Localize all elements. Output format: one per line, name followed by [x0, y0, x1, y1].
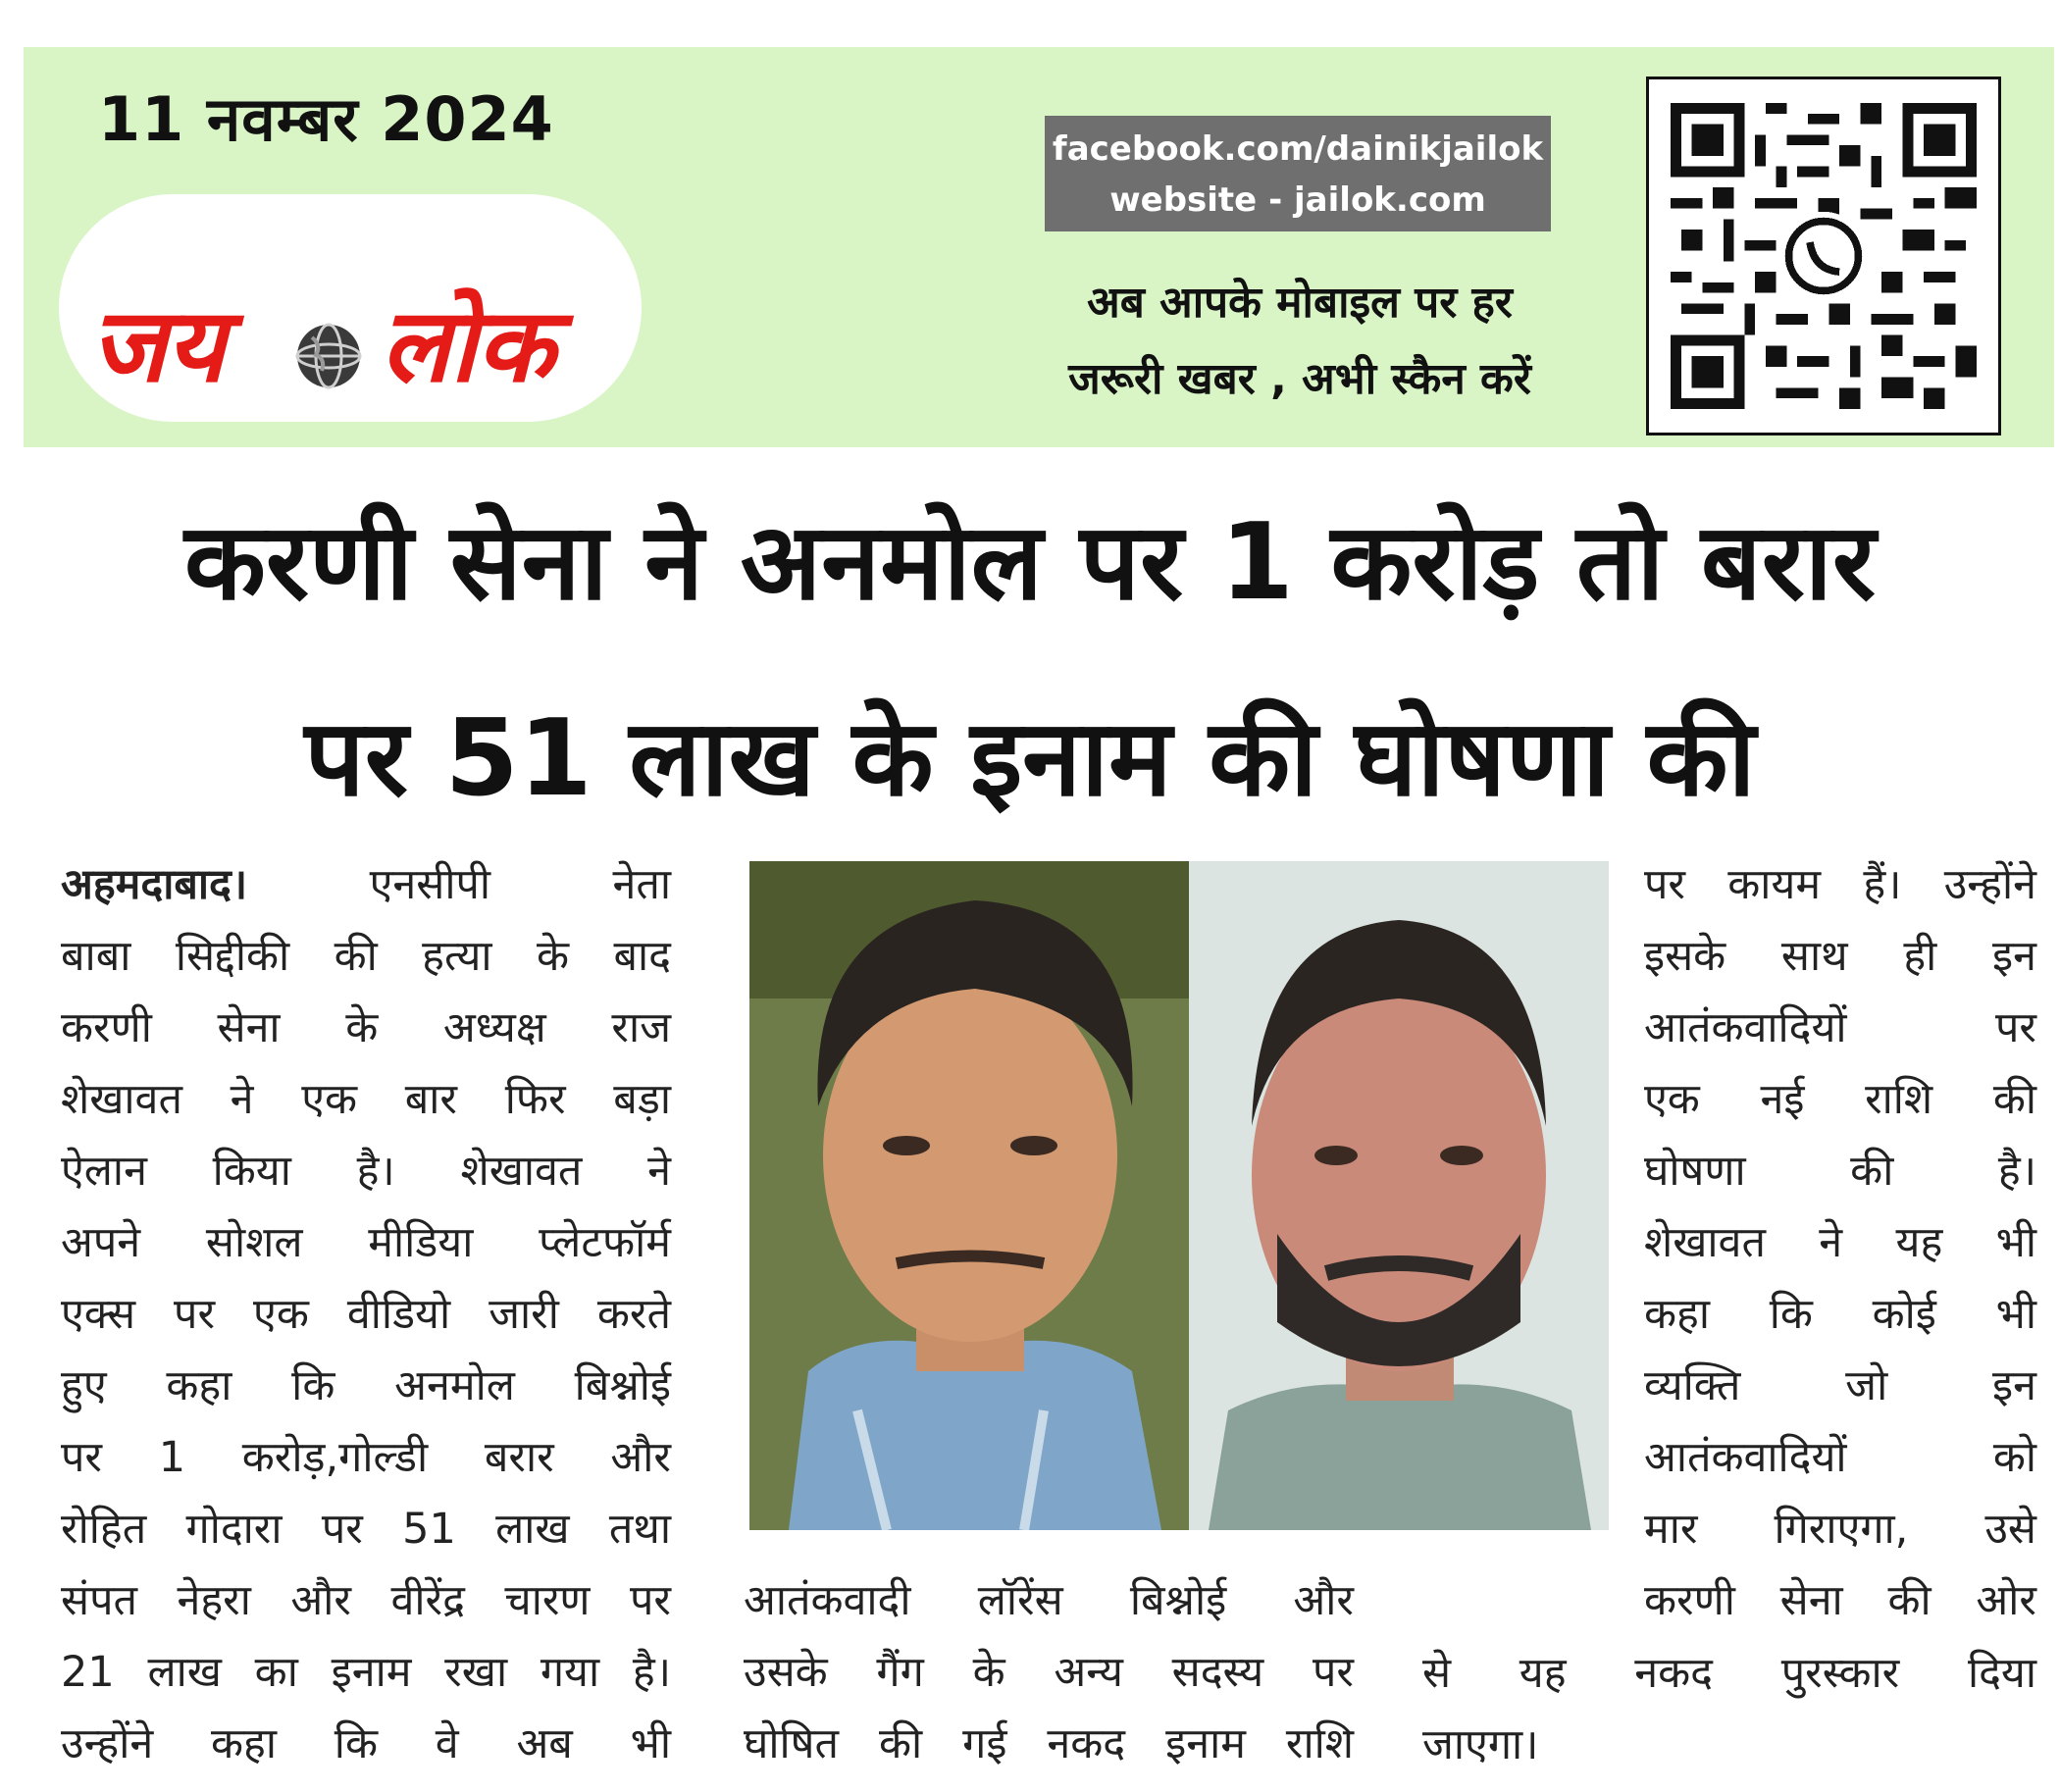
article-line: व्यक्ति जो इन: [1644, 1361, 2036, 1410]
article-line: घोषणा की है।: [1644, 1147, 2036, 1196]
article-first-line: [61, 849, 671, 921]
globe-icon: [292, 320, 365, 392]
article-line: संपत नेहरा और वीरेंद्र चारण पर: [61, 1576, 671, 1625]
photo-caption: [744, 1565, 1354, 1780]
portrait-image: [749, 861, 1189, 1530]
logo-text-right: लोक: [381, 285, 555, 405]
promo-line-1: अब आपके मोबाइल पर हर: [1087, 278, 1513, 328]
caption-line: आतंकवादी लॉरेंस बिश्नोई और: [744, 1576, 1354, 1625]
article-column-right: [1644, 849, 2036, 1637]
promo-line-2: जरूरी खबर , अभी स्कैन करें: [1068, 354, 1531, 404]
qr-code[interactable]: [1646, 77, 2001, 435]
article-line: ऐलान किया है। शेखावत ने: [61, 1147, 671, 1196]
headline-line-2: पर 51 लाख के इनाम की घोषणा की: [304, 697, 1756, 820]
portrait-image: [1189, 861, 1609, 1530]
headline-line-1: करणी सेना ने अनमोल पर 1 करोड़ तो बरार: [183, 501, 1877, 624]
article-line: पर 1 करोड़,गोल्डी बरार और: [61, 1433, 671, 1482]
article-line: बाबा सिद्दीकी की हत्या के बाद: [61, 932, 671, 981]
article-column-bottom: [1422, 1638, 2036, 1781]
article-line: कहा कि कोई भी: [1644, 1290, 2036, 1339]
article-column-left: [61, 849, 671, 1780]
photo-right-portrait: [1189, 861, 1609, 1530]
article-line: रोहित गोदारा पर 51 लाख तथा: [61, 1505, 671, 1554]
social-links-box: [1045, 116, 1551, 231]
website-link[interactable]: website - jailok.com: [1109, 180, 1486, 220]
edition-date: 11 नवम्बर 2024: [98, 83, 554, 155]
article-line: जाएगा।: [1422, 1720, 1539, 1769]
article-line: मार गिराएगा, उसे: [1644, 1505, 2036, 1554]
article-line: करणी सेना के अध्यक्ष राज: [61, 1003, 671, 1052]
dateline: अहमदाबाद।: [61, 860, 248, 909]
article-line: उन्होंने कहा कि वे अब भी: [61, 1719, 671, 1768]
caption-line: उसके गैंग के अन्य सदस्य पर: [744, 1648, 1354, 1697]
article-line: एनसीपी नेता: [247, 860, 671, 909]
qr-promo-text: [1010, 265, 1589, 418]
article-line: 21 लाख का इनाम रखा गया है।: [61, 1648, 671, 1697]
photo-left-portrait: [749, 861, 1189, 1530]
article-line: आतंकवादियों को: [1644, 1433, 2036, 1482]
article-line: करणी सेना की ओर: [1644, 1576, 2036, 1625]
caption-line: घोषित की गई नकद इनाम राशि: [744, 1719, 1354, 1768]
facebook-link[interactable]: facebook.com/dainikjailok: [1052, 129, 1544, 169]
article-line: अपने सोशल मीडिया प्लेटफॉर्म: [61, 1218, 671, 1267]
article-line: आतंकवादियों पर: [1644, 1003, 2036, 1052]
article-line: एक्स पर एक वीडियो जारी करते: [61, 1290, 671, 1339]
article-line: शेखावत ने यह भी: [1644, 1218, 2036, 1267]
qr-code-icon: [1671, 101, 1977, 411]
article-line: एक नई राशि की: [1644, 1075, 2036, 1124]
article-line: हुए कहा कि अनमोल बिश्नोई: [61, 1361, 671, 1410]
article-line: शेखावत ने एक बार फिर बड़ा: [61, 1075, 671, 1124]
article-line: इसके साथ ही इन: [1644, 932, 2036, 981]
logo-text-left: जय: [90, 285, 226, 405]
article-line: से यह नकद पुरस्कार दिया: [1422, 1649, 2036, 1698]
article-line: पर कायम हैं। उन्होंने: [1644, 860, 2036, 909]
